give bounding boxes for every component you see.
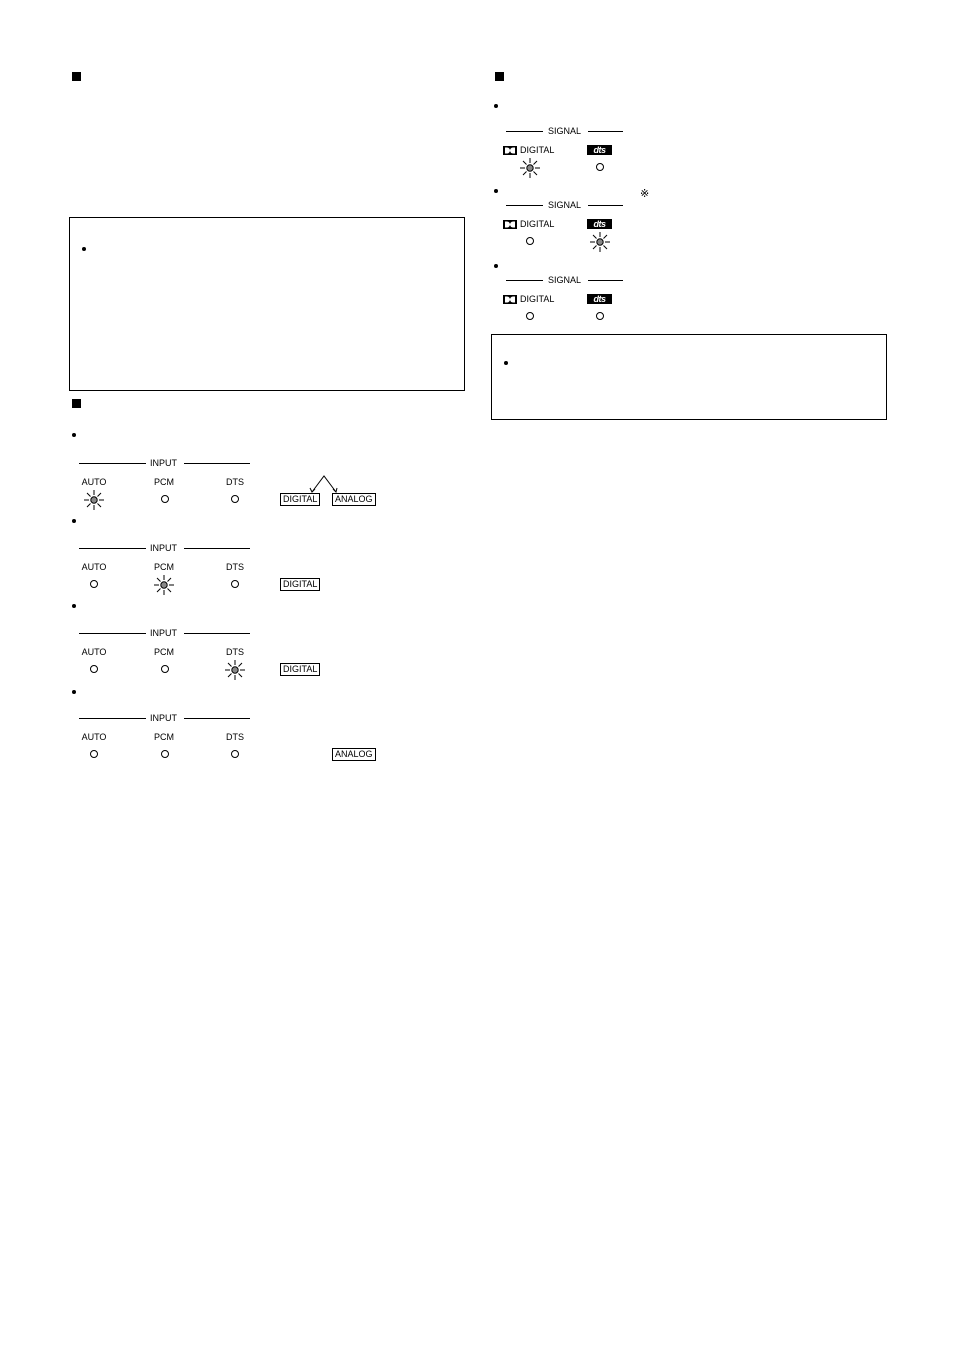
toggle-arrows-icon (308, 474, 348, 494)
input-indicator-group-dts (74, 628, 394, 684)
dts-led-blinking-icon (224, 659, 246, 681)
dts-label: DTS (226, 732, 244, 742)
dts-led-off-icon (596, 163, 604, 171)
pcm-label: PCM (154, 647, 174, 657)
input-rule-left (79, 633, 146, 634)
auto-label: AUTO (81, 477, 107, 487)
dts-led-blinking-icon (589, 231, 611, 253)
dts-logo-icon: dts (587, 294, 612, 304)
signal-rule-right (588, 205, 623, 206)
input-indicator-group-pcm (74, 543, 394, 599)
signal-header: SIGNAL (548, 126, 582, 136)
reference-mark: ※ (640, 188, 650, 200)
input-header: INPUT (150, 458, 177, 468)
auto-led-off-icon (90, 665, 98, 673)
pcm-led-off-icon (161, 750, 169, 758)
signal-indicator-group-off (500, 275, 820, 331)
input-indicator-group-auto (74, 458, 394, 514)
input-rule-right (184, 718, 250, 719)
dolby-digital-label: DIGITAL (520, 219, 555, 229)
digital-tag: DIGITAL (280, 663, 320, 676)
auto-led-off-icon (90, 580, 98, 588)
signal-rule-right (588, 280, 623, 281)
note-box-left (69, 217, 465, 391)
input-rule-right (184, 463, 250, 464)
note-bullet (82, 247, 86, 251)
auto-label: AUTO (81, 732, 107, 742)
signal-rule-left (506, 280, 543, 281)
auto-led-off-icon (90, 750, 98, 758)
input-rule-right (184, 548, 250, 549)
auto-led-blinking-icon (83, 489, 105, 511)
dolby-led-off-icon (526, 237, 534, 245)
pcm-label: PCM (154, 477, 174, 487)
dolby-double-d-icon (503, 295, 517, 304)
section-marker-icon (72, 72, 81, 81)
pcm-led-off-icon (161, 665, 169, 673)
input-rule-left (79, 548, 146, 549)
list-bullet (494, 189, 498, 193)
signal-rule-left (506, 131, 543, 132)
pcm-led-off-icon (161, 495, 169, 503)
dts-led-off-icon (231, 580, 239, 588)
input-header: INPUT (150, 543, 177, 553)
pcm-label: PCM (154, 732, 174, 742)
auto-label: AUTO (81, 562, 107, 572)
dts-logo-icon: dts (587, 145, 612, 155)
input-rule-left (79, 463, 146, 464)
input-header: INPUT (150, 713, 177, 723)
dts-led-off-icon (231, 495, 239, 503)
dts-label: DTS (226, 562, 244, 572)
section-marker-icon (72, 399, 81, 408)
dolby-led-off-icon (526, 312, 534, 320)
dts-logo-icon: dts (587, 219, 612, 229)
pcm-led-blinking-icon (153, 574, 175, 596)
signal-rule-left (506, 205, 543, 206)
dolby-double-d-icon (503, 220, 517, 229)
list-bullet (72, 604, 76, 608)
list-bullet (72, 433, 76, 437)
dolby-double-d-icon (503, 146, 517, 155)
signal-indicator-group-dts (500, 200, 820, 256)
dolby-digital-label: DIGITAL (520, 145, 555, 155)
dolby-led-blinking-icon (519, 157, 541, 179)
dolby-digital-label: DIGITAL (520, 294, 555, 304)
list-bullet (72, 519, 76, 523)
list-bullet (494, 264, 498, 268)
dts-led-off-icon (596, 312, 604, 320)
input-header: INPUT (150, 628, 177, 638)
note-bullet (504, 361, 508, 365)
input-rule-right (184, 633, 250, 634)
digital-tag: DIGITAL (280, 578, 320, 591)
input-indicator-group-analog (74, 713, 394, 769)
digital-tag: DIGITAL (280, 493, 320, 506)
input-rule-left (79, 718, 146, 719)
pcm-label: PCM (154, 562, 174, 572)
dts-led-off-icon (231, 750, 239, 758)
auto-label: AUTO (81, 647, 107, 657)
note-box-right (491, 334, 887, 420)
dts-label: DTS (226, 647, 244, 657)
signal-header: SIGNAL (548, 200, 582, 210)
list-bullet (72, 690, 76, 694)
signal-indicator-group-dolby (500, 126, 820, 182)
list-bullet (494, 104, 498, 108)
dts-label: DTS (226, 477, 244, 487)
signal-rule-right (588, 131, 623, 132)
analog-tag: ANALOG (332, 493, 376, 506)
section-marker-icon (495, 72, 504, 81)
signal-header: SIGNAL (548, 275, 582, 285)
analog-tag: ANALOG (332, 748, 376, 761)
